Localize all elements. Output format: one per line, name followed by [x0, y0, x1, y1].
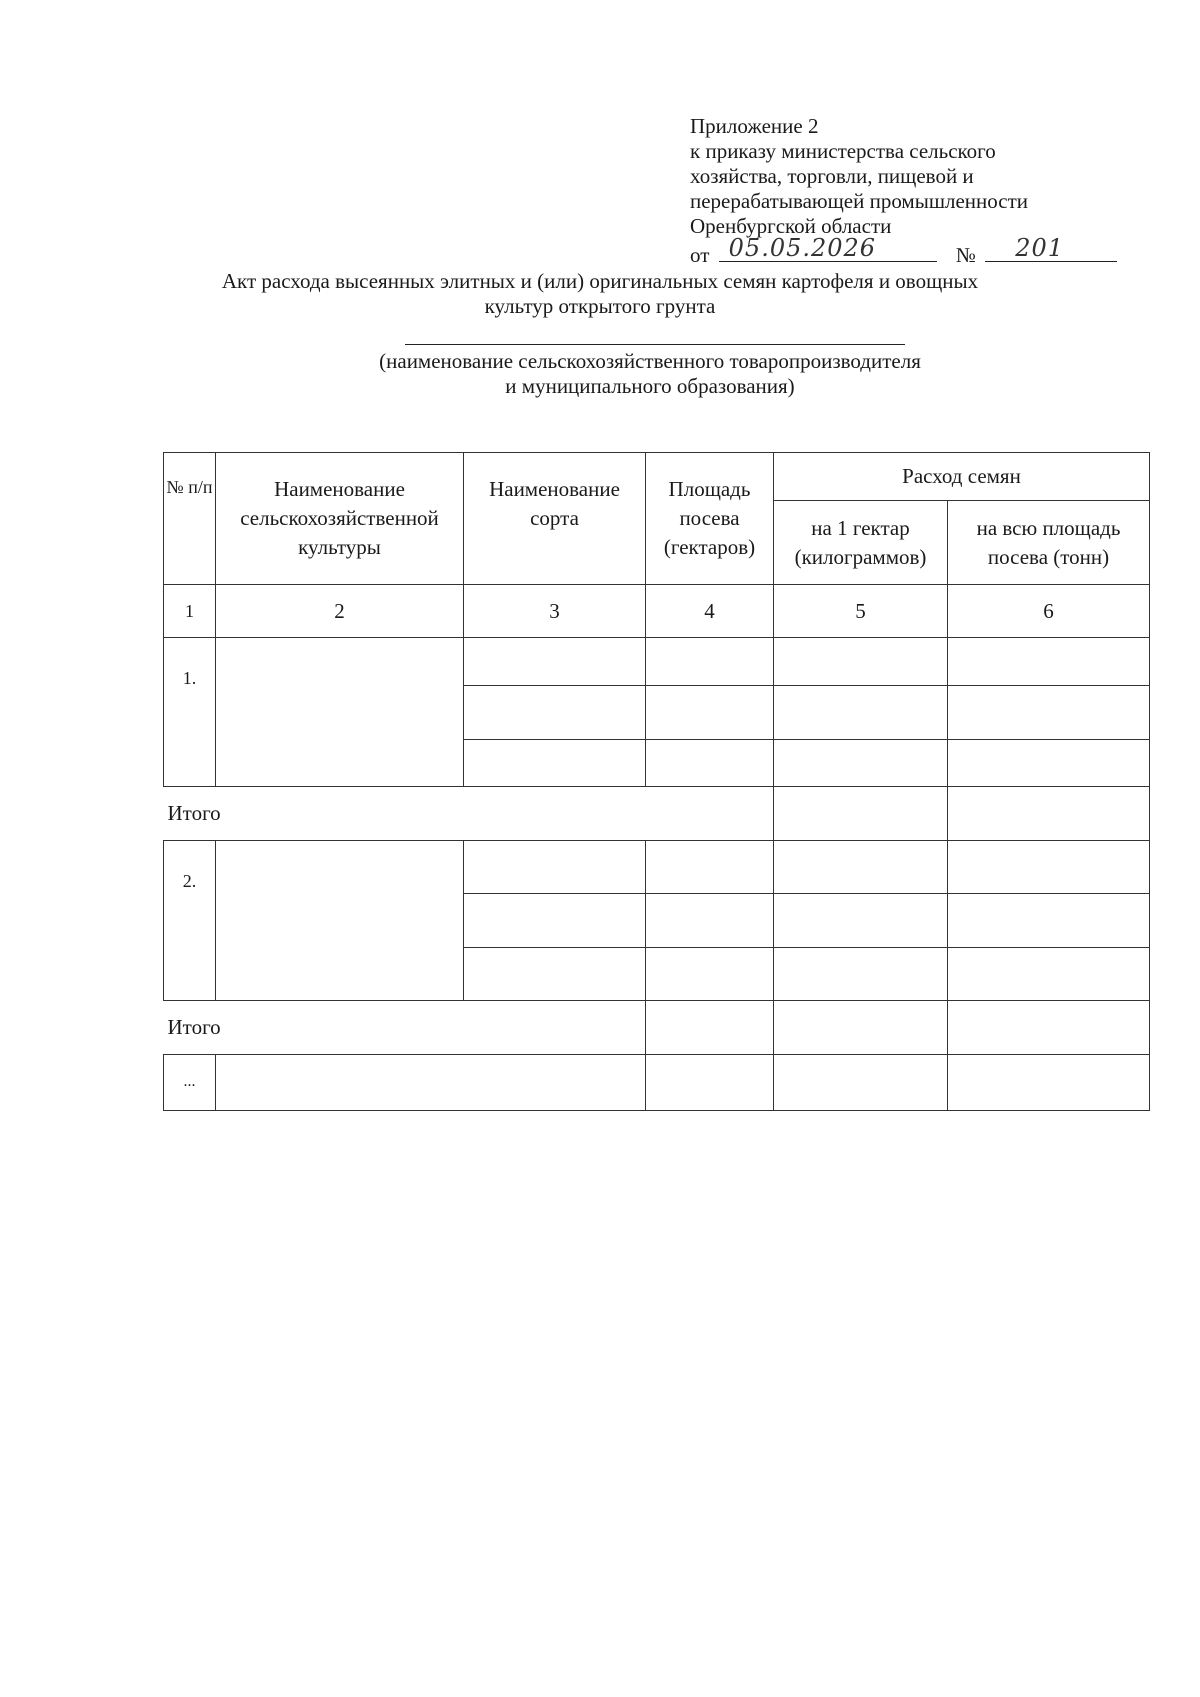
area-total-cell[interactable] [646, 1001, 774, 1055]
header-total-area: на всю площадь посева (тонн) [948, 501, 1150, 585]
per-hectare-cell[interactable] [774, 841, 948, 894]
continuation-cell[interactable] [646, 1055, 774, 1111]
number-prefix: № [955, 243, 976, 267]
total-area-cell[interactable] [948, 948, 1150, 1001]
area-cell[interactable] [646, 894, 774, 948]
total-area-cell[interactable] [948, 740, 1150, 787]
total-label: Итого [164, 1001, 646, 1055]
date-line [719, 234, 937, 262]
header-consumption: Расход семян [774, 453, 1150, 501]
per-hectare-cell[interactable] [774, 894, 948, 948]
variety-cell[interactable] [464, 686, 646, 740]
ellipsis: ... [164, 1055, 216, 1111]
subtitle-line: и муниципального образования) [505, 374, 795, 398]
handwritten-date: 05.05.2026 [728, 234, 877, 262]
total-area-cell[interactable] [948, 686, 1150, 740]
header-row [164, 453, 1150, 501]
variety-cell[interactable] [464, 948, 646, 1001]
order-date-number [690, 234, 1117, 268]
continuation-cell[interactable] [948, 1055, 1150, 1111]
per-hectare-total-cell[interactable] [774, 1001, 948, 1055]
per-hectare-cell[interactable] [774, 638, 948, 686]
per-hectare-cell[interactable] [774, 740, 948, 787]
header-area: Площадь посева (гектаров) [646, 453, 774, 585]
total-row [164, 787, 1150, 841]
appendix-line: Приложение 2 [690, 114, 819, 138]
appendix-line: хозяйства, торговли, пищевой и [690, 164, 974, 188]
column-number: 6 [948, 585, 1150, 638]
title-line: культур открытого грунта [484, 294, 716, 318]
seed-consumption-table [163, 452, 1150, 1111]
area-cell[interactable] [646, 841, 774, 894]
total-area-total-cell[interactable] [948, 787, 1150, 841]
variety-cell[interactable] [464, 638, 646, 686]
table-row [164, 638, 1150, 686]
per-hectare-cell[interactable] [774, 686, 948, 740]
area-cell[interactable] [646, 740, 774, 787]
appendix-line: Оренбургской области [690, 214, 892, 238]
variety-cell[interactable] [464, 740, 646, 787]
total-area-cell[interactable] [948, 638, 1150, 686]
per-hectare-cell[interactable] [774, 948, 948, 1001]
handwritten-number: 201 [1015, 234, 1065, 262]
group-number: 1. [164, 638, 216, 787]
producer-name-line [405, 344, 905, 345]
appendix-line: к приказу министерства сельского [690, 139, 996, 163]
group-number: 2. [164, 841, 216, 1001]
column-number: 2 [216, 585, 464, 638]
document-title [0, 269, 1200, 319]
total-area-cell[interactable] [948, 841, 1150, 894]
per-hectare-total-cell[interactable] [774, 787, 948, 841]
variety-cell[interactable] [464, 841, 646, 894]
continuation-cell[interactable] [216, 1055, 646, 1111]
total-label: Итого [164, 787, 774, 841]
crop-cell[interactable] [216, 638, 464, 787]
total-area-total-cell[interactable] [948, 1001, 1150, 1055]
area-cell[interactable] [646, 948, 774, 1001]
appendix-line: перерабатывающей промышленности [690, 189, 1029, 213]
total-row [164, 1001, 1150, 1055]
appendix-block [690, 114, 1117, 268]
column-number: 5 [774, 585, 948, 638]
continuation-cell[interactable] [774, 1055, 948, 1111]
header-crop: Наименование сельскохозяйственной культуры [216, 453, 464, 585]
header-per-hectare: на 1 гектар (килограммов) [774, 501, 948, 585]
column-number: 3 [464, 585, 646, 638]
column-number: 4 [646, 585, 774, 638]
title-line: Акт расхода высеянных элитных и (или) оригинальных семян картофеля и овощных [221, 269, 979, 293]
variety-cell[interactable] [464, 894, 646, 948]
column-number: 1 [164, 585, 216, 638]
continuation-row [164, 1055, 1150, 1111]
table-row [164, 841, 1150, 894]
crop-cell[interactable] [216, 841, 464, 1001]
total-area-cell[interactable] [948, 894, 1150, 948]
column-number-row [164, 585, 1150, 638]
subtitle-line: (наименование сельскохозяйственного товаропроизводителя [379, 349, 921, 373]
date-prefix: от [690, 243, 710, 267]
number-line [985, 234, 1117, 262]
header-variety: Наименование сорта [464, 453, 646, 585]
area-cell[interactable] [646, 686, 774, 740]
document-subtitle [0, 349, 1200, 399]
header-num: № п/п [164, 453, 216, 585]
area-cell[interactable] [646, 638, 774, 686]
